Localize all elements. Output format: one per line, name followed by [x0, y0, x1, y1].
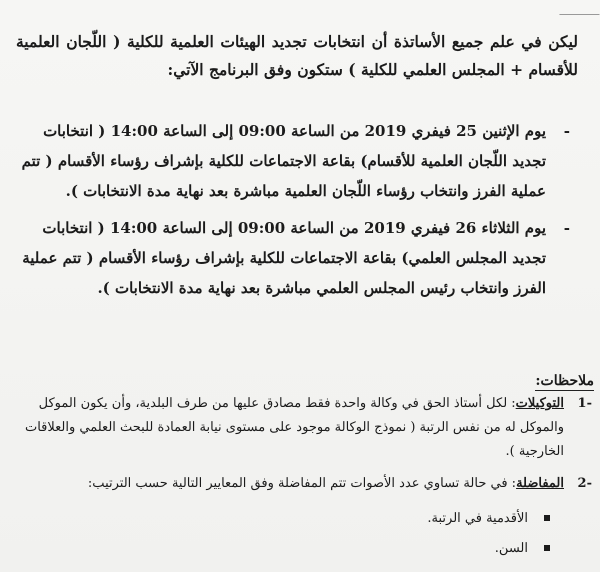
notes-section [18, 392, 592, 564]
criteria-list [18, 504, 592, 564]
note-number: -2 [577, 476, 592, 491]
list-dash: - [563, 219, 570, 237]
square-bullet-icon [544, 515, 550, 521]
list-dash: - [563, 122, 570, 140]
criteria-item [18, 504, 550, 534]
note-text: : لكل أستاذ الحق في وكالة واحدة فقط مصادق عليها من طرف البلدية، وأن يكون الموكل والموكل له من نفس الرتبة ( نموذج الوكالة موجود على مستوى نيابة العمادة للبحث العلمي والعلاقات الخارجية ). [24, 396, 564, 459]
schedule-item-text: يوم الإثنين 25 فيفري 2019 من الساعة 09:00 إلى الساعة 14:00 ( انتخابات تجديد اللّجان العلمية للأقسام) بقاعة الاجتماعات للكلية بإشراف رؤساء الأقسام ( تتم عملية الفرز وانتخاب رؤساء اللّجان العلمية مباشرة بعد نهاية مدة الانتخابات ). [21, 122, 546, 200]
schedule-item-text: يوم الثلاثاء 26 فيفري 2019 من الساعة 09:00 إلى الساعة 14:00 ( انتخابات تجديد المجلس العلمي) بقاعة الاجتماعات للكلية بإشراف رؤساء الأقسام ( تتم عملية الفرز وانتخاب رئيس المجلس العلمي مباشرة بعد نهاية مدة الانتخابات ). [22, 219, 546, 297]
election-schedule [12, 116, 572, 310]
criteria-item [18, 534, 550, 564]
note-item [18, 392, 592, 464]
notes-heading: ملاحظات: [535, 373, 594, 389]
scan-edge-mark [559, 0, 600, 15]
criteria-text: السن. [494, 541, 528, 556]
criteria-text: الأقدمية في الرتبة. [427, 511, 528, 526]
note-item [18, 472, 592, 496]
intro-text: ليكن في علم جميع الأساتذة أن انتخابات تجديد الهيئات العلمية للكلية ( اللّجان العلمية للأقسام + المجلس العلمي للكلية ) ستكون وفق البرنامج الآتي: [16, 32, 578, 79]
note-number: -1 [577, 396, 592, 411]
square-bullet-icon [544, 545, 550, 551]
note-term: التوكيلات [515, 396, 564, 411]
note-text: : في حالة تساوي عدد الأصوات تتم المفاضلة وفق المعايير التالية حسب الترتيب: [87, 476, 517, 491]
schedule-item [12, 213, 572, 303]
intro-paragraph [16, 28, 578, 84]
note-term: المفاضلة [516, 476, 564, 491]
schedule-item [12, 116, 572, 206]
